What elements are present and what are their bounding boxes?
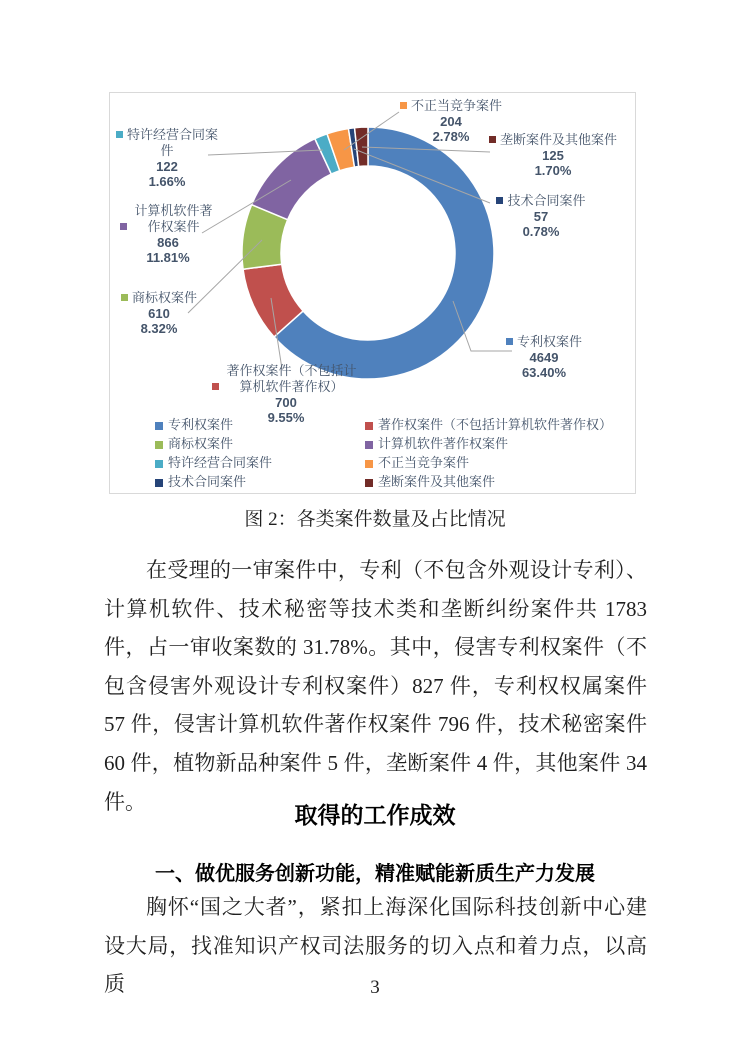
label-name: 技术合同案件 bbox=[507, 193, 586, 208]
legend-item-0 bbox=[155, 415, 272, 434]
section-heading: 取得的工作成效 bbox=[294, 802, 456, 828]
label-percent: 9.55% bbox=[267, 410, 305, 425]
label-percent: 1.70% bbox=[534, 163, 572, 178]
monopoly-marker bbox=[489, 136, 496, 143]
label-name: 著作权案件（不包括计算机软件著作权） bbox=[226, 363, 357, 394]
label-percent: 2.78% bbox=[432, 129, 470, 144]
legend-label-2: 商标权案件 bbox=[168, 436, 234, 451]
label-value: 610 bbox=[148, 306, 170, 321]
patent-marker bbox=[506, 338, 513, 345]
label-name: 专利权案件 bbox=[516, 334, 582, 349]
legend-item-4 bbox=[155, 453, 272, 472]
label-value: 700 bbox=[275, 395, 297, 410]
legend-marker-4 bbox=[155, 460, 163, 468]
chart-label-franchise bbox=[112, 127, 222, 189]
legend-label-5: 不正当竞争案件 bbox=[378, 455, 470, 470]
legend-marker-7 bbox=[365, 479, 373, 487]
label-percent: 0.78% bbox=[522, 224, 560, 239]
label-value: 125 bbox=[542, 148, 564, 163]
legend-marker-0 bbox=[155, 422, 163, 430]
label-name: 特许经营合同案件 bbox=[126, 127, 218, 158]
body-paragraph-1: 在受理的一审案件中，专利（不包含外观设计专利）、计算机软件、技术秘密等技术类和垄断纠纷案件共 1783 件，占一审收案数的 31.78%。其中，侵害专利权案件（不包含侵害外观设计专利权案件）827 件，专利权权属案件 57 件，侵害计算机软件著作权案件 796 件，技术秘密案件 60 件，植物新品种案件 5 件，垄断案件 4 件，其他案件 34 件。 bbox=[104, 558, 647, 814]
trademark-marker bbox=[121, 294, 128, 301]
label-percent: 11.81% bbox=[146, 250, 190, 265]
legend-item-2 bbox=[155, 434, 272, 453]
legend-label-4: 特许经营合同案件 bbox=[168, 455, 273, 470]
label-value: 57 bbox=[533, 209, 549, 224]
label-value: 122 bbox=[156, 159, 178, 174]
label-name: 不正当竞争案件 bbox=[410, 98, 502, 113]
legend-item-5 bbox=[365, 453, 612, 472]
label-percent: 8.32% bbox=[140, 321, 178, 336]
legend-label-0: 专利权案件 bbox=[168, 417, 234, 432]
chart-legend-column-2 bbox=[365, 415, 612, 491]
legend-label-1: 著作权案件（不包括计算机软件著作权） bbox=[378, 417, 613, 432]
label-name: 商标权案件 bbox=[131, 290, 197, 305]
label-percent: 1.66% bbox=[148, 174, 186, 189]
legend-item-7 bbox=[365, 472, 612, 491]
legend-item-3 bbox=[365, 434, 612, 453]
legend-marker-6 bbox=[155, 479, 163, 487]
chart-label-software-copyright bbox=[112, 203, 224, 265]
legend-label-3: 计算机软件著作权案件 bbox=[378, 436, 509, 451]
tech-contract-marker bbox=[496, 197, 503, 204]
label-value: 204 bbox=[440, 114, 462, 129]
chart-label-patent bbox=[494, 334, 594, 380]
chart-legend-column-1 bbox=[155, 415, 272, 491]
franchise-marker bbox=[116, 131, 123, 138]
label-value: 4649 bbox=[529, 350, 559, 365]
legend-marker-1 bbox=[365, 422, 373, 430]
legend-label-7: 垄断案件及其他案件 bbox=[378, 474, 496, 489]
chart-label-tech-contract bbox=[486, 193, 596, 239]
legend-marker-5 bbox=[365, 460, 373, 468]
copyright-marker bbox=[212, 383, 219, 390]
legend-label-6: 技术合同案件 bbox=[168, 474, 247, 489]
subsection-heading: 一、做优服务创新功能，精准赋能新质生产力发展 bbox=[155, 863, 595, 885]
unfair-competition-marker bbox=[400, 102, 407, 109]
legend-item-6 bbox=[155, 472, 272, 491]
legend-marker-3 bbox=[365, 441, 373, 449]
page-number: 3 bbox=[370, 977, 380, 998]
body-paragraph-2: 胸怀“国之大者”，紧扣上海深化国际科技创新中心建设大局，找准知识产权司法服务的切入点和着力点，以高质 bbox=[104, 895, 647, 997]
label-percent: 63.40% bbox=[521, 365, 567, 380]
figure-2-chart bbox=[109, 92, 636, 494]
software-copyright-marker bbox=[120, 223, 127, 230]
chart-label-trademark bbox=[110, 290, 208, 336]
legend-item-1 bbox=[365, 415, 612, 434]
label-name: 垄断案件及其他案件 bbox=[499, 132, 617, 147]
chart-label-monopoly-other bbox=[488, 132, 618, 178]
label-value: 866 bbox=[157, 235, 179, 250]
figure-caption: 图 2：各类案件数量及占比情况 bbox=[244, 509, 506, 530]
legend-marker-2 bbox=[155, 441, 163, 449]
label-name: 计算机软件著作权案件 bbox=[134, 203, 213, 234]
